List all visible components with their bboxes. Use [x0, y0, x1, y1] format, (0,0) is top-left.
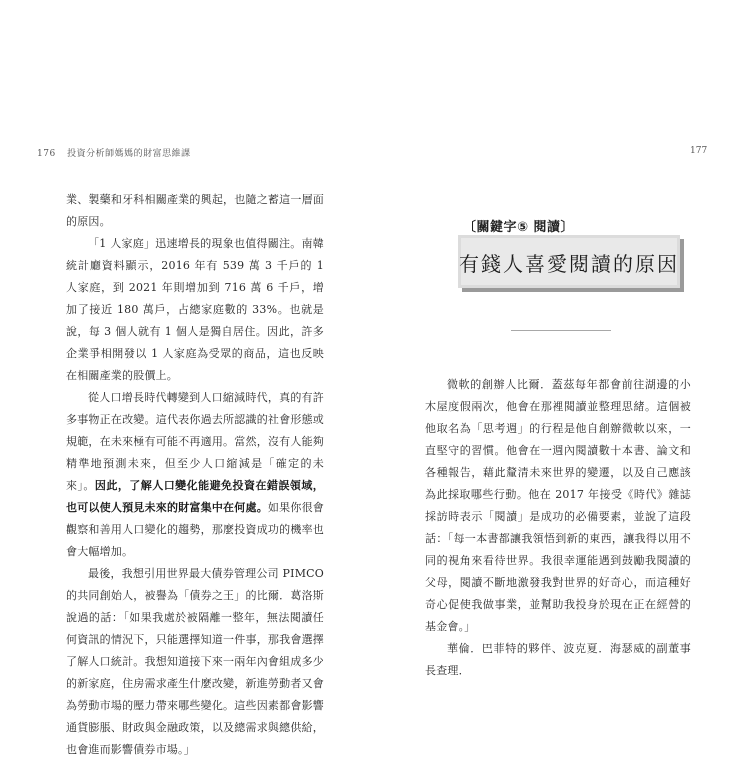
- left-page-body: [66, 189, 324, 761]
- title-divider: [511, 330, 611, 331]
- keyword-label: 〔關鍵字⑤ 閱讀〕: [463, 220, 575, 235]
- right-page-body: [425, 374, 691, 682]
- left-paragraph-4: 最後，我想引用世界最大債券管理公司 PIMCO 的共同創始人，被譽為「債券之王」的比爾．葛洛斯說過的話：「如果我處於被隔離一整年，無法閱讀任何資訊的情況下，只能選擇知道一件事，那我會選擇了解人口統計。我想知道接下來一兩年內會組成多少的新家庭，住房需求產生什麼改變，新進勞動者又會為勞動市場的壓力帶來哪些變化。這些因素都會影響通貨膨脹、財政與金融政策，以及總需求與總供給，也會進而影響債券市場。」: [66, 567, 324, 756]
- left-page-header: [37, 146, 191, 159]
- right-paragraph-2: 華倫．巴菲特的夥伴、波克夏．海瑟威的副董事長查理．: [425, 642, 691, 677]
- left-paragraph-3-end: 如果你很會觀察和善用人口變化的趨勢，那麼投資成功的機率也會大幅增加。: [66, 501, 324, 558]
- left-page-number: 176: [37, 149, 56, 159]
- running-title: 投資分析師媽媽的財富思維課: [67, 149, 191, 159]
- section-title: 有錢人喜愛閱讀的原因: [459, 252, 679, 276]
- right-paragraph-1: 微軟的創辦人比爾．蓋茲每年都會前往湖邊的小木屋度假兩次，他會在那裡閱讀並整理思緒。這個被他取名為「思考週」的行程是他自創辦微軟以來，一直堅守的習慣。他會在一週內閱讀數十本書、論文和各種報告，藉此釐清未來世界的變遷，以及自己應該為此採取哪些行動。他在 2017 年接受《時代》雜誌採訪時表示「閱讀」是成功的必備要素，並說了這段話：「每一本書都讓我領悟到新的東西，讓我得以用不同的視角來看待世界。我很幸運能遇到鼓勵我閱讀的父母，閱讀不斷地激發我對世界的好奇心，而這種好奇心促使我做事業，並幫助我投身於現在正在經營的基金會。」: [425, 378, 691, 633]
- left-paragraph-1: 業、製藥和牙科相關產業的興起，也隨之蓄這一層面的原因。: [66, 193, 324, 228]
- left-paragraph-3-start: 從人口增長時代轉變到人口縮減時代，真的有許多事物正在改變。這代表你過去所認識的社會形態或規範，在未來極有可能不再適用。當然，沒有人能夠精準地預測未來，但至少人口縮減是「確定的未來」。: [66, 391, 324, 492]
- section-title-box: [458, 235, 680, 288]
- left-paragraph-2: 「1 人家庭」迅速增長的現象也值得關注。南韓統計廳資料顯示，2016 年有 539 萬 3 千戶的 1 人家庭，到 2021 年則增加到 716 萬 6 千戶，增加了接近 180 萬戶，占總家庭數的 33%。也就是說，每 3 個人就有 1 個人是獨自居住。因此，許多企業爭相開發以 1 人家庭為受眾的商品，這也反映在相關產業的股價上。: [66, 237, 324, 382]
- emphasized-sentence: 因此，了解人口變化能避免投資在錯誤領域，也可以使人預見未來的財富集中在何處。: [66, 479, 324, 514]
- right-page-number: 177: [690, 146, 708, 156]
- left-paragraph-3: [66, 387, 324, 563]
